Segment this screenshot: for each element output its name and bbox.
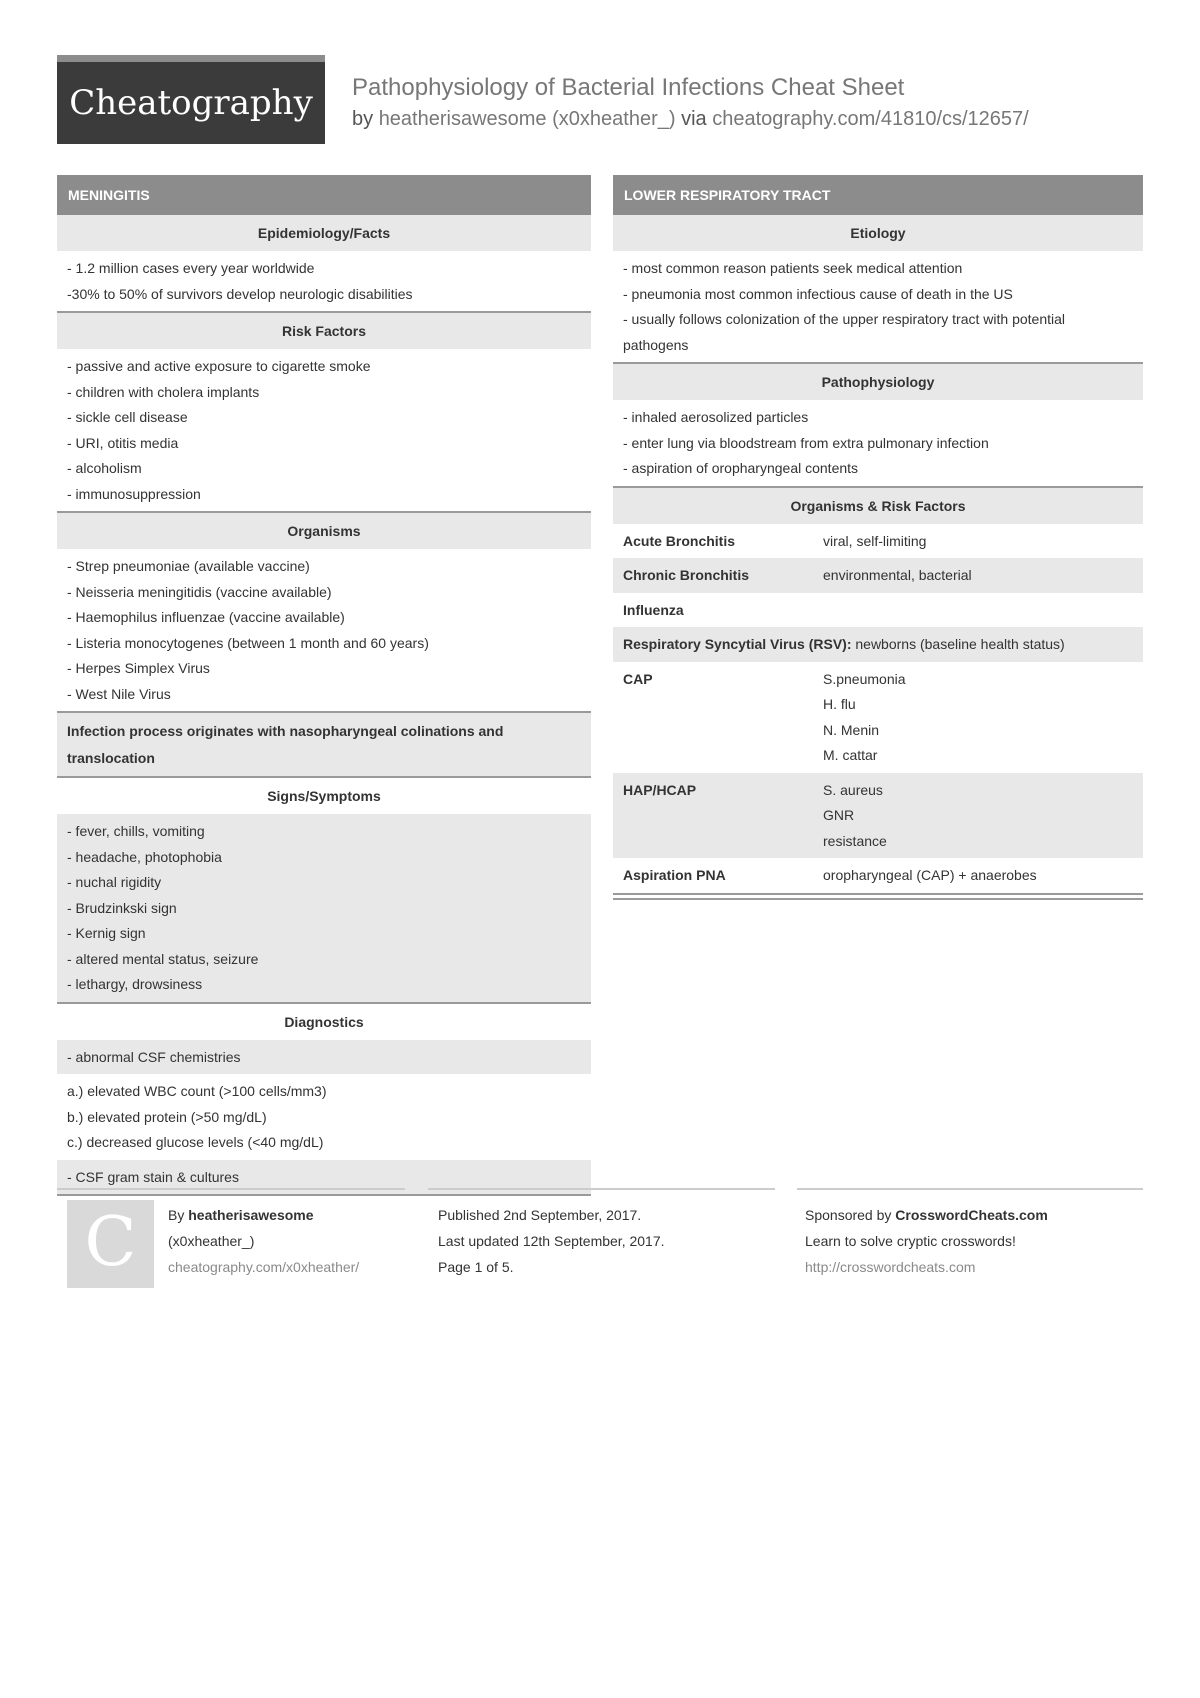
list-item: b.) elevated protein (>50 mg/dL) xyxy=(67,1108,267,1125)
list-item: - alcoholism xyxy=(67,460,142,476)
list-item: - 1.2 million cases every year worldwide xyxy=(67,260,315,276)
footer-dates xyxy=(428,1188,775,1275)
risk-factors-list xyxy=(57,349,591,513)
author-url-link[interactable]: cheatography.com/x0xheather/ xyxy=(168,1259,360,1275)
row-key: CAP xyxy=(623,670,653,687)
epidemiology-list xyxy=(57,251,591,313)
published-date: Published 2nd September, 2017. xyxy=(438,1207,642,1223)
list-item: - fever, chills, vomiting xyxy=(67,823,205,839)
organisms-list xyxy=(57,549,591,711)
value-line: resistance xyxy=(823,832,887,849)
sponsor-line xyxy=(805,1202,1048,1228)
signs-symptoms-list xyxy=(57,814,591,1004)
by-label: by xyxy=(352,108,374,130)
list-item: - most common reason patients seek medical attention xyxy=(623,260,963,276)
list-item: - Brudzinkski sign xyxy=(67,899,177,916)
value-line: viral, self-limiting xyxy=(823,532,927,549)
sheet-url-link[interactable]: cheatography.com/41810/cs/12657/ xyxy=(712,108,1029,130)
row-value xyxy=(823,529,1133,555)
row-text xyxy=(623,632,1065,658)
row-key: Acute Bronchitis xyxy=(623,532,736,549)
sponsor-info xyxy=(805,1202,1048,1280)
risk-factors-heading: Risk Factors xyxy=(57,313,591,349)
meningitis-section xyxy=(57,175,591,1196)
list-item: - abnormal CSF chemistries xyxy=(67,1048,241,1065)
list-item: - Strep pneumoniae (available vaccine) xyxy=(67,558,310,574)
organisms-heading: Organisms xyxy=(57,513,591,549)
list-item: - West Nile Virus xyxy=(67,685,171,702)
author-info xyxy=(168,1202,359,1280)
row-value xyxy=(823,598,1133,624)
lower-respiratory-section xyxy=(613,175,1143,900)
footer-sponsor xyxy=(797,1188,1143,1275)
list-item: c.) decreased glucose levels (<40 mg/dL) xyxy=(67,1134,324,1150)
author-name-link[interactable]: heatherisawesome xyxy=(188,1207,314,1223)
page-title: Pathophysiology of Bacterial Infections Cheat Sheet xyxy=(352,74,905,101)
table-row xyxy=(613,627,1143,662)
list-item: - Kernig sign xyxy=(67,925,146,941)
author-line xyxy=(168,1202,359,1228)
list-item: a.) elevated WBC count (>100 cells/mm3) xyxy=(67,1083,327,1099)
list-item: - URI, otitis media xyxy=(67,434,179,451)
row-value xyxy=(823,667,1133,769)
updated-date: Last updated 12th September, 2017. xyxy=(438,1233,665,1249)
list-item: - enter lung via bloodstream from extra pulmonary infection xyxy=(623,434,989,451)
meningitis-header: MENINGITIS xyxy=(57,175,591,215)
infection-process-note: Infection process originates with nasopharyngeal colinations and translocation xyxy=(57,711,591,778)
value-line: S.pneumonia xyxy=(823,670,906,687)
footer-author xyxy=(57,1188,405,1282)
pathophysiology-list xyxy=(613,400,1143,488)
table-row xyxy=(613,558,1143,593)
author-avatar[interactable]: C xyxy=(67,1200,154,1288)
author-link[interactable]: heatherisawesome (x0xheather_) xyxy=(378,108,676,130)
sponsor-tagline: Learn to solve cryptic crosswords! xyxy=(805,1233,1016,1249)
sponsor-link[interactable]: CrosswordCheats.com xyxy=(895,1207,1048,1223)
value-line: H. flu xyxy=(823,696,856,712)
value-line: S. aureus xyxy=(823,781,883,798)
author-handle: (x0xheather_) xyxy=(168,1233,255,1249)
by-label: By xyxy=(168,1207,185,1223)
row-key: HAP/HCAP xyxy=(623,781,697,798)
value-line: GNR xyxy=(823,807,855,823)
row-key: Aspiration PNA xyxy=(623,867,726,883)
footer-rule xyxy=(797,1188,1143,1190)
list-item: - Listeria monocytogenes (between 1 month and 60 years) xyxy=(67,634,429,651)
diagnostics-heading: Diagnostics xyxy=(57,1004,591,1040)
list-item: - Neisseria meningitidis (vaccine available) xyxy=(67,583,332,600)
via-label: via xyxy=(681,108,707,130)
row-key: Respiratory Syncytial Virus (RSV): xyxy=(623,636,852,652)
row-value xyxy=(823,563,1133,589)
table-row xyxy=(613,524,1143,559)
row-value xyxy=(823,778,1133,855)
value-line: M. cattar xyxy=(823,747,878,763)
value-line: N. Menin xyxy=(823,721,880,738)
row-key: Influenza xyxy=(623,601,684,618)
epidemiology-heading: Epidemiology/Facts xyxy=(57,215,591,251)
etiology-list xyxy=(613,251,1143,364)
list-item: - Haemophilus influenzae (vaccine available) xyxy=(67,609,345,625)
list-item: - Herpes Simplex Virus xyxy=(67,660,210,676)
logo-top-bar xyxy=(57,55,325,62)
value-line: environmental, bacterial xyxy=(823,567,972,583)
signs-symptoms-heading: Signs/Symptoms xyxy=(57,778,591,814)
list-item: - children with cholera implants xyxy=(67,383,260,400)
pathophysiology-heading: Pathophysiology xyxy=(613,364,1143,400)
list-item: - pneumonia most common infectious cause of death in the US xyxy=(623,285,1013,302)
list-item: - lethargy, drowsiness xyxy=(67,976,203,992)
lower-respiratory-header: LOWER RESPIRATORY TRACT xyxy=(613,175,1143,215)
list-item: - usually follows colonization of the upper respiratory tract with potential pathogens xyxy=(623,311,1065,353)
cheatography-logo[interactable] xyxy=(57,55,325,144)
diagnostics-item-csf xyxy=(57,1040,591,1075)
organisms-risk-heading: Organisms & Risk Factors xyxy=(613,488,1143,524)
page-subtitle xyxy=(352,108,1029,131)
table-row xyxy=(613,773,1143,859)
etiology-heading: Etiology xyxy=(613,215,1143,251)
list-item: -30% to 50% of survivors develop neurologic disabilities xyxy=(67,285,413,302)
publish-info xyxy=(438,1202,665,1280)
list-item: - immunosuppression xyxy=(67,485,201,502)
footer-rule xyxy=(428,1188,775,1190)
list-item: - sickle cell disease xyxy=(67,409,188,425)
footer-rule xyxy=(57,1188,405,1190)
diagnostics-item-gram-stain xyxy=(57,1160,591,1197)
table-row xyxy=(613,593,1143,628)
list-item: - altered mental status, seizure xyxy=(67,950,259,967)
logo-text: Cheatography xyxy=(69,83,313,123)
value-line: oropharyngeal (CAP) + anaerobes xyxy=(823,867,1037,883)
list-item: - nuchal rigidity xyxy=(67,874,162,890)
list-item: - passive and active exposure to cigarette smoke xyxy=(67,358,371,374)
list-item: - headache, photophobia xyxy=(67,848,222,865)
diagnostics-csf-findings xyxy=(57,1074,591,1160)
table-row xyxy=(613,858,1143,895)
section-end-rule xyxy=(613,898,1143,900)
list-item: - aspiration of oropharyngeal contents xyxy=(623,460,859,476)
list-item: - CSF gram stain & cultures xyxy=(67,1168,239,1185)
table-row xyxy=(613,662,1143,773)
value-line: newborns (baseline health status) xyxy=(855,636,1065,652)
sponsor-url-link[interactable]: http://crosswordcheats.com xyxy=(805,1259,976,1275)
row-value xyxy=(823,863,1133,889)
page-number: Page 1 of 5. xyxy=(438,1259,514,1275)
list-item: - inhaled aerosolized particles xyxy=(623,409,809,425)
row-key: Chronic Bronchitis xyxy=(623,567,750,583)
sponsor-label: Sponsored by xyxy=(805,1207,892,1223)
